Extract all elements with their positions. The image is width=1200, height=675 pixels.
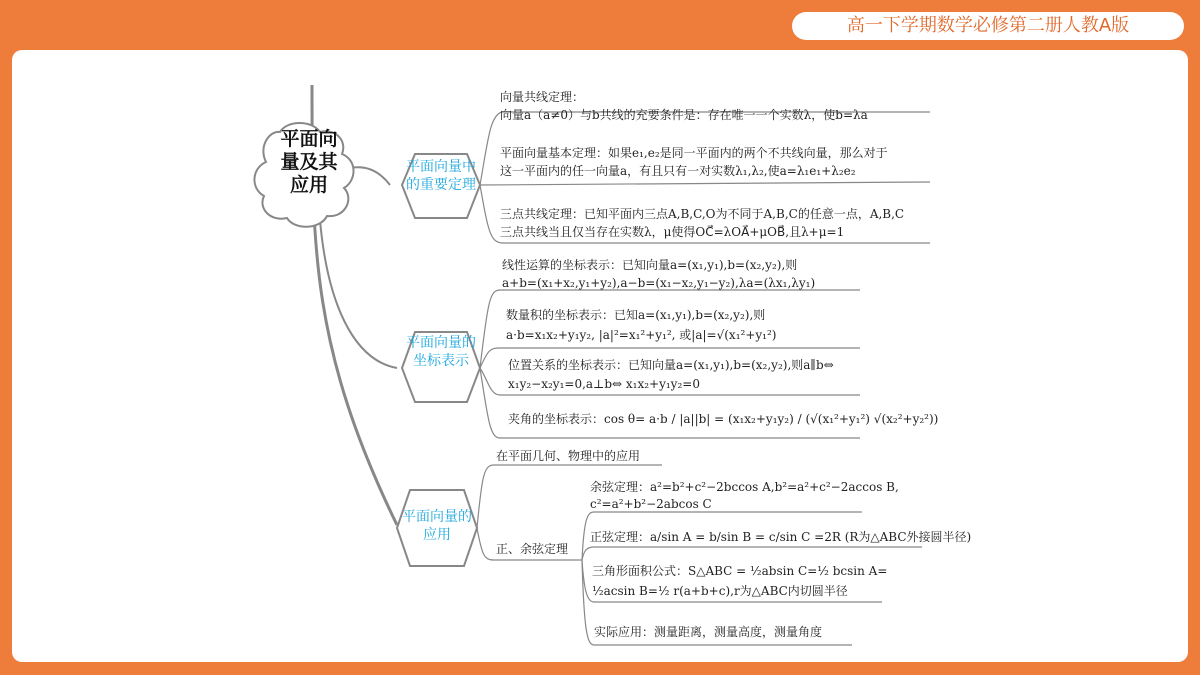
- theorem-basic-line2: 这一平面内的任一向量a，有且只有一对实数λ₁,λ₂,使a=λ₁e₁+λ₂e₂: [500, 164, 856, 178]
- header-title: 高一下学期数学必修第二册人教A版: [792, 12, 1184, 40]
- sine-law-line: 正弦定理：a/sin A = b/sin B = c/sin C =2R (R为△ABC外接圆半径): [590, 530, 972, 544]
- cosine-law-line2: c²=a²+b²−2abcos C: [590, 497, 712, 511]
- theorem-collinear-line2: 向量a（a≠0）与b共线的充要条件是：存在唯一一个实数λ，使b=λa: [500, 108, 868, 122]
- theorem-three-points-line1: 三点共线定理：已知平面内三点A,B,C,O为不同于A,B,C的任意一点，A,B,C: [500, 207, 905, 221]
- practical-application-line: 实际应用：测量距离，测量高度，测量角度: [594, 625, 823, 639]
- content-card: [12, 50, 1188, 662]
- coord-linear-line1: 线性运算的坐标表示：已知向量a=(x₁,y₁),b=(x₂,y₂),则: [502, 258, 798, 272]
- theorem-basic-line1: 平面向量基本定理：如果e₁,e₂是同一平面内的两个不共线向量，那么对于: [500, 146, 888, 160]
- coord-dot-line1: 数量积的坐标表示：已知a=(x₁,y₁),b=(x₂,y₂),则: [506, 308, 766, 322]
- branch-1-label: 平面向量中的重要定理: [406, 159, 476, 193]
- triangle-area-line1: 三角形面积公式：S△ABC = ½absin C=½ bcsin A=: [592, 564, 888, 578]
- sine-cosine-law-label: 正、余弦定理: [496, 542, 569, 556]
- theorem-collinear-line1: 向量共线定理：: [500, 90, 585, 104]
- coord-position-line1: 位置关系的坐标表示：已知向量a=(x₁,y₁),b=(x₂,y₂),则a∥b⇔: [508, 358, 834, 372]
- theorem-three-points-line2: 三点共线当且仅当存在实数λ，μ使得OC⃗=λOA⃗+μOB⃗,且λ+μ=1: [500, 225, 845, 239]
- coord-angle-line: 夹角的坐标表示：cos θ= a·b / |a||b| = (x₁x₂+y₁y₂) / (√(x₁²+y₁²) √(x₂²+y₂²)): [508, 412, 939, 426]
- triangle-area-line2: ½acsin B=½ r(a+b+c),r为△ABC内切圆半径: [592, 584, 848, 598]
- coord-linear-line2: a+b=(x₁+x₂,y₁+y₂),a−b=(x₁−x₂,y₁−y₂),λa=(λx₁,λy₁): [502, 276, 816, 290]
- branch-2-label: 平面向量的坐标表示: [406, 335, 476, 369]
- root-node-label: 平面向量及其应用: [280, 128, 338, 196]
- cosine-law-line1: 余弦定理：a²=b²+c²−2bccos A,b²=a²+c²−2accos B,: [590, 480, 899, 494]
- coord-position-line2: x₁y₂−x₂y₁=0,a⊥b⇔ x₁x₂+y₁y₂=0: [508, 377, 700, 391]
- application-geometry-physics: 在平面几何、物理中的应用: [496, 449, 641, 463]
- coord-dot-line2: a·b=x₁x₂+y₁y₂, |a|²=x₁²+y₁², 或|a|=√(x₁²+y₁²): [506, 328, 777, 342]
- branch-3-label: 平面向量的应用: [402, 509, 472, 543]
